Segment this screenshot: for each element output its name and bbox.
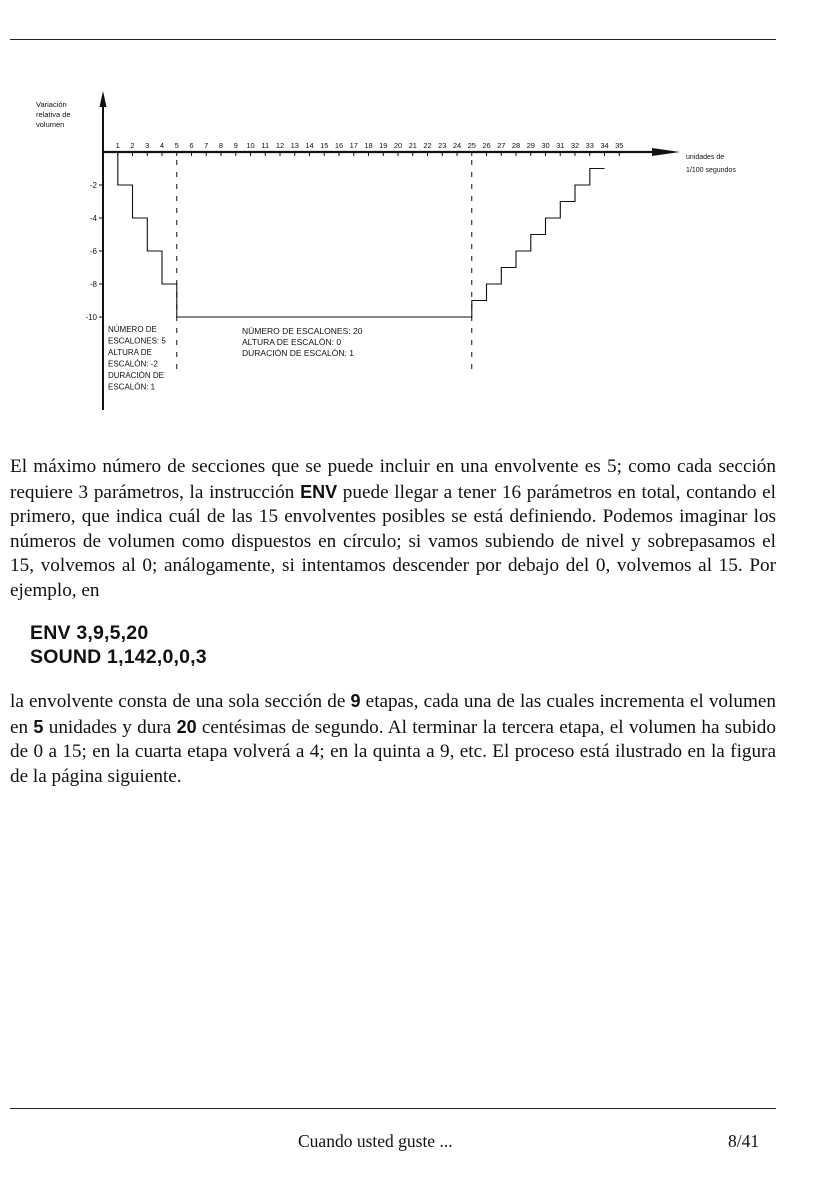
paragraph-2-text-d: centésimas de segundo. Al terminar la tercera etapa, el volumen ha subido de 0 a 15; en la cuarta etapa volverá a 4; en la quinta a 9, etc. El proceso está ilustrado en la figura de la página siguiente. [10, 716, 776, 787]
x-tick-label: 14 [305, 141, 314, 150]
x-tick-label: 25 [467, 141, 476, 150]
x-tick-label: 6 [189, 141, 194, 150]
x-tick-label: 10 [246, 141, 255, 150]
param-duration: 20 [176, 716, 197, 737]
code-line: ENV 3,9,5,20 [30, 622, 149, 644]
x-tick-label: 3 [145, 141, 150, 150]
x-tick-label: 29 [526, 141, 535, 150]
x-axis-arrow-icon [652, 148, 680, 156]
x-tick-label: 2 [130, 141, 135, 150]
code-block [30, 621, 207, 669]
paragraph-1 [10, 455, 776, 604]
x-tick-label: 8 [218, 141, 224, 150]
paragraph-2 [10, 689, 776, 789]
paragraph-2-text-b: etapas, cada una de las cuales incrementa el volumen en [10, 691, 776, 738]
x-tick-label: 11 [261, 141, 270, 150]
x-tick-label: 21 [408, 141, 417, 150]
x-tick-label: 20 [393, 141, 403, 150]
x-tick-label: 27 [497, 141, 506, 150]
section-1-label: ESCALÓN: 1 [108, 382, 156, 392]
x-tick-label: 33 [585, 141, 594, 150]
chart-labels [36, 100, 736, 392]
x-tick-label: 5 [174, 141, 179, 150]
x-axis-title: 1/100 segundos [686, 167, 736, 174]
chart-marks [103, 152, 605, 370]
param-steps: 9 [350, 691, 361, 711]
env-keyword: ENV [300, 481, 338, 502]
param-height: 5 [33, 716, 44, 737]
y-tick-label: -6 [89, 247, 97, 256]
paragraph-2-text-a: la envolvente consta de una sola sección de [10, 691, 351, 712]
footer-rule [10, 1108, 776, 1109]
envelope-figure [0, 0, 831, 420]
y-axis-title: Variación [36, 100, 67, 109]
x-tick-label: 26 [482, 141, 491, 150]
section-1-label: NÚMERO DE [108, 325, 157, 334]
x-tick-label: 13 [290, 141, 299, 150]
page-number: 8/41 [728, 1131, 760, 1151]
section-2-label: DURACIÓN DE ESCALÓN: 1 [242, 348, 354, 358]
x-tick-label: 17 [349, 141, 358, 150]
footer-title: Cuando usted guste ... [298, 1131, 453, 1151]
x-tick-label: 24 [452, 141, 462, 150]
x-tick-label: 18 [364, 141, 373, 150]
x-tick-label: 34 [600, 141, 609, 150]
x-tick-label: 4 [159, 141, 165, 150]
y-axis-title: relativa de [36, 110, 71, 119]
envelope-line [103, 152, 605, 317]
x-axis-title: unidades de [686, 154, 725, 161]
x-tick-label: 1 [115, 141, 120, 150]
y-axis-title: volumen [36, 120, 65, 129]
x-tick-label: 31 [556, 141, 565, 150]
code-line: SOUND 1,142,0,0,3 [30, 646, 207, 668]
y-tick-label: -10 [85, 313, 97, 322]
x-tick-label: 12 [275, 141, 285, 150]
x-tick-label: 28 [511, 141, 521, 150]
y-tick-label: -4 [89, 214, 97, 223]
x-tick-label: 19 [379, 141, 388, 150]
x-tick-label: 30 [541, 141, 550, 150]
chart-axes [99, 91, 680, 410]
section-2-label: NÚMERO DE ESCALONES: 20 [242, 326, 363, 336]
x-tick-label: 23 [438, 141, 447, 150]
paragraph-1-text-b: puede llegar a tener 16 parámetros en total, contando el primero, que indica cuál de las 15 envolventes posibles se está definiendo. Podemos imaginar los números de volumen como dispuestos en círculo; si vamos subiendo de nivel y sobrepasamos el 15, volvemos al 0; análogamente, si intentamos descender por debajo del 0, volvemos al 15. Por ejemplo, en [10, 481, 776, 601]
x-tick-label: 22 [423, 141, 432, 150]
x-tick-label: 35 [615, 141, 624, 150]
section-2-label: ALTURA DE ESCALÓN: 0 [242, 337, 342, 347]
x-tick-label: 9 [233, 141, 238, 150]
x-tick-label: 32 [570, 141, 580, 150]
y-tick-label: -8 [89, 280, 97, 289]
section-1-label: DURACIÓN DE [108, 371, 165, 380]
y-axis-arrow-icon [100, 91, 107, 107]
section-1-label: ESCALÓN: -2 [108, 359, 158, 369]
paragraph-1-text-a: El máximo número de secciones que se puede incluir en una envolvente es 5; como cada sección requiere 3 parámetros, la instrucción [10, 456, 776, 503]
paragraph-2-text-c: unidades y dura [43, 716, 177, 738]
x-tick-label: 7 [204, 141, 209, 150]
section-1-label: ALTURA DE [108, 348, 152, 357]
x-tick-label: 15 [320, 141, 329, 150]
section-1-label: ESCALONES: 5 [108, 336, 166, 346]
y-tick-label: -2 [89, 181, 97, 190]
x-tick-label: 16 [334, 141, 344, 150]
